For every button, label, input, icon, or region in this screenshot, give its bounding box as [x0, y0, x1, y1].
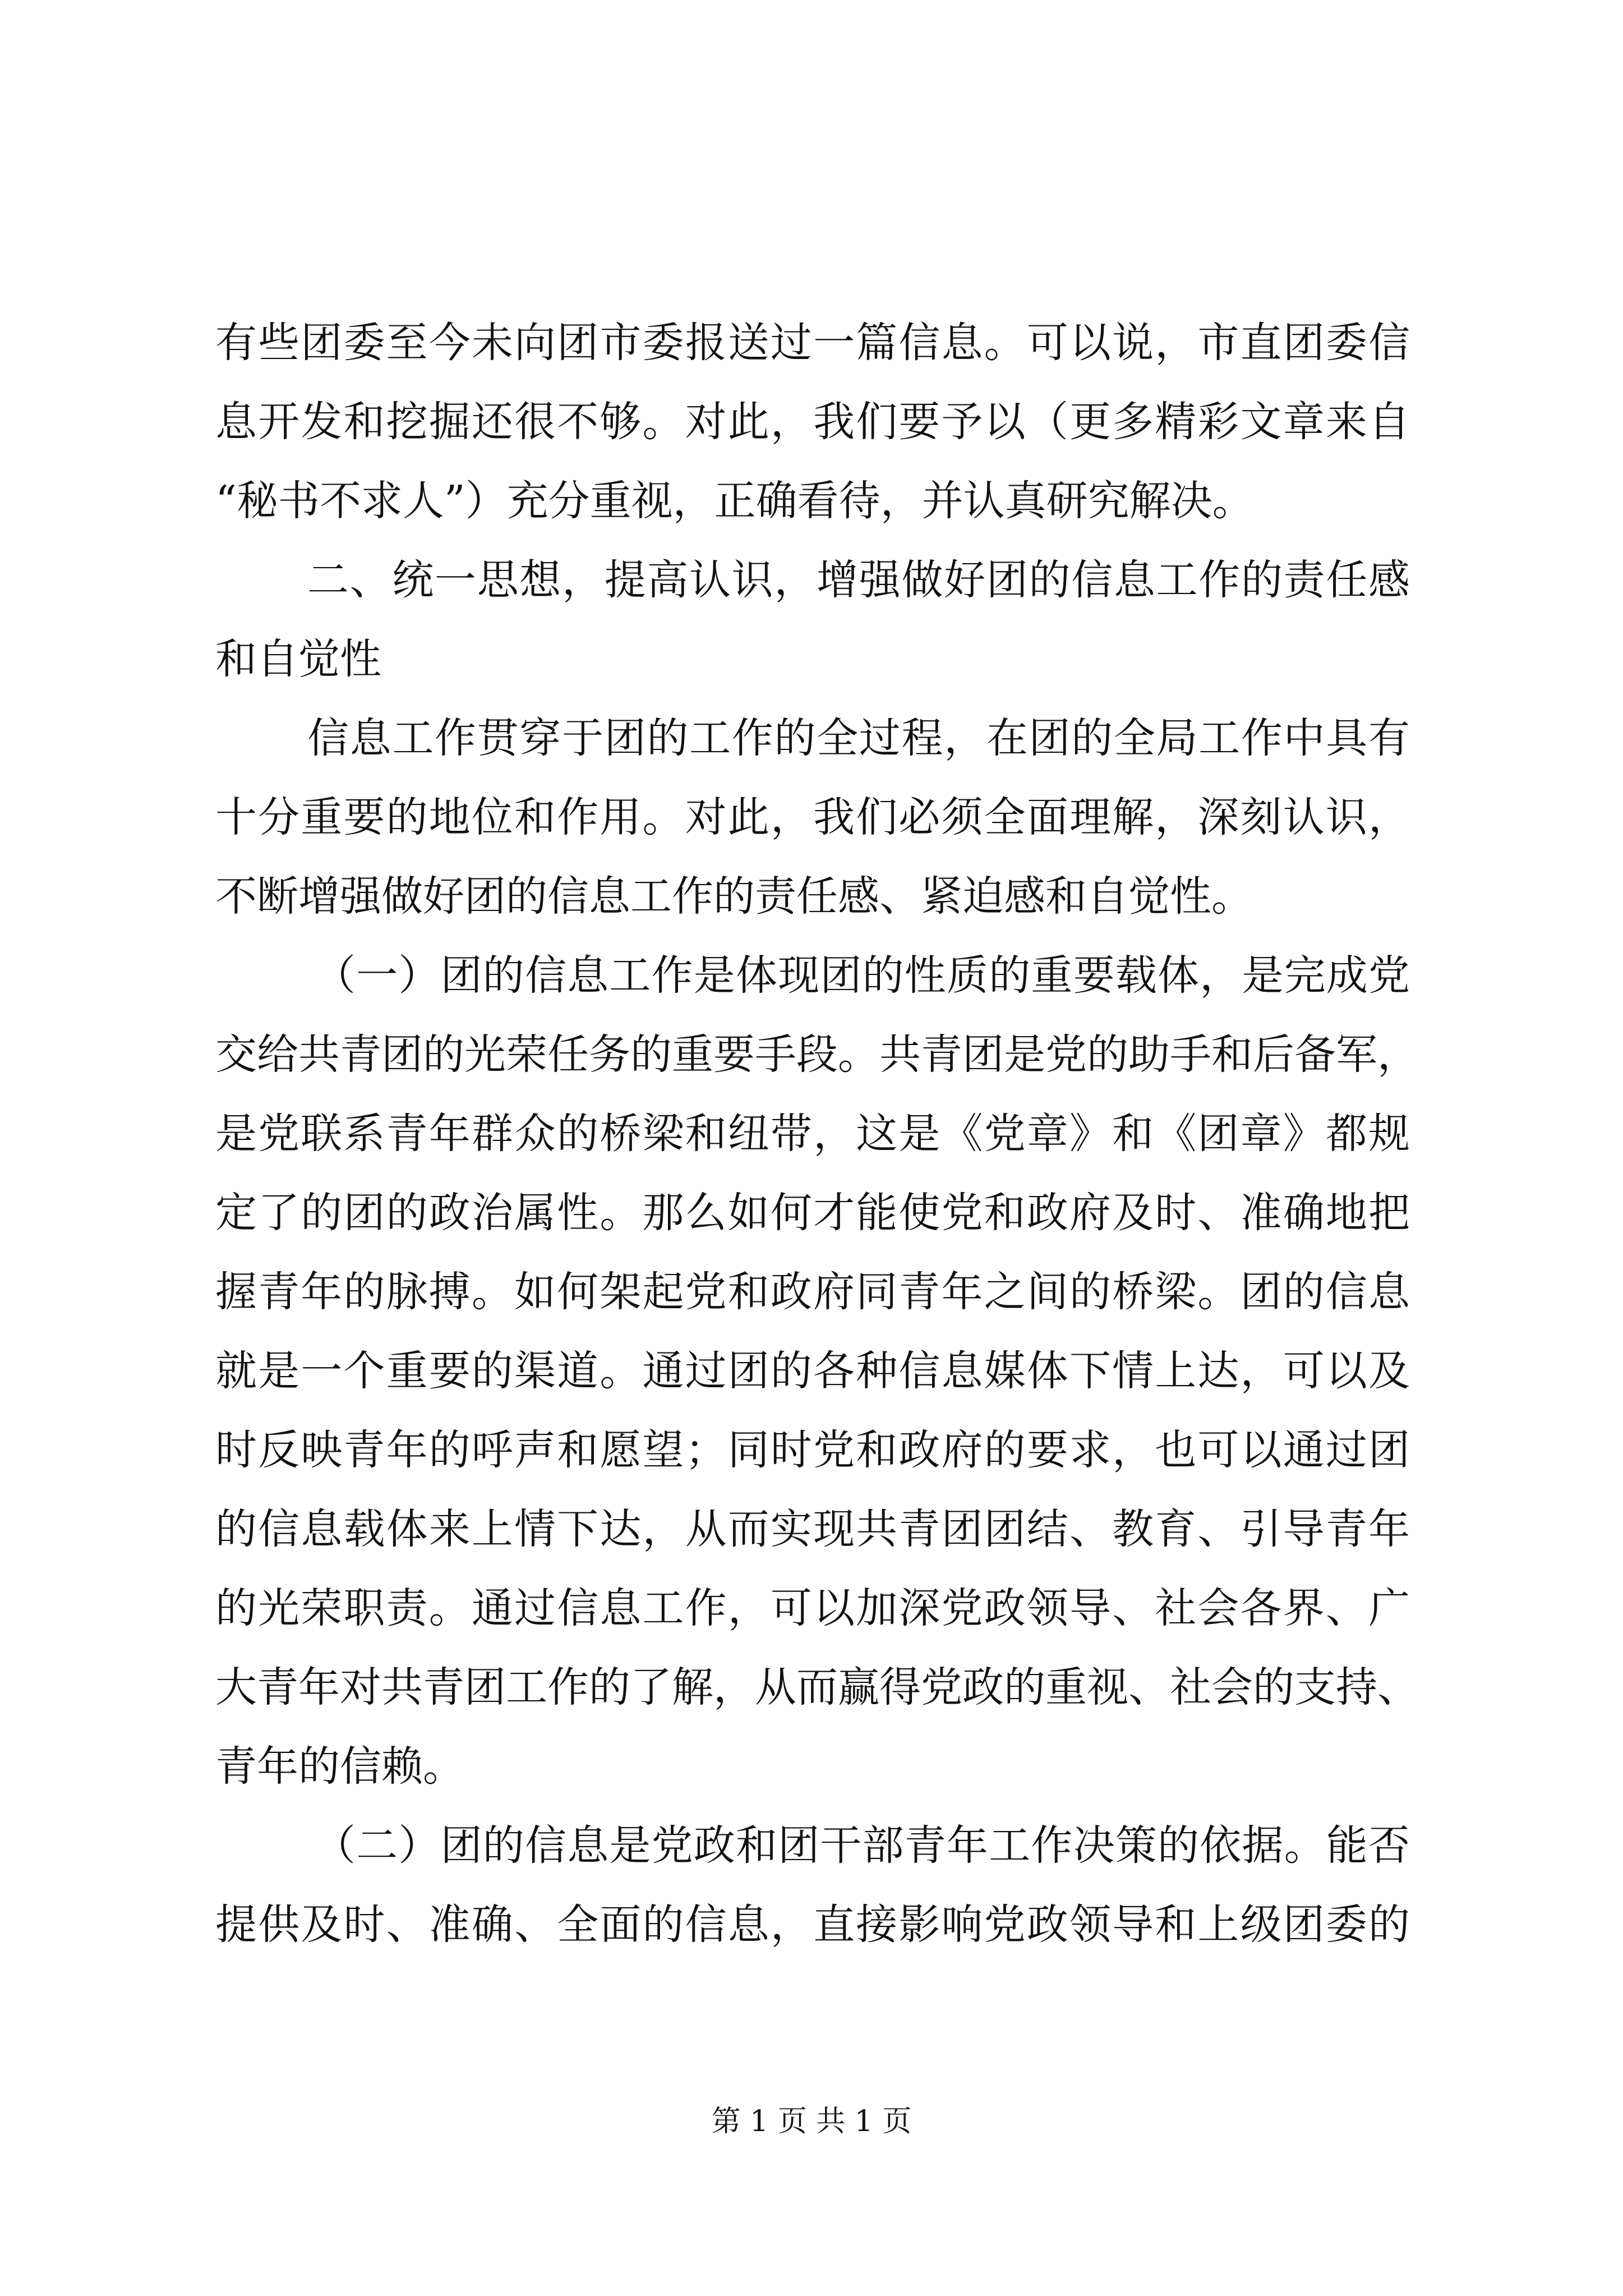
text-line: 定了的团的政治属性。那么如何才能使党和政府及时、准确地把 [215, 1189, 1410, 1237]
text-line: 是党联系青年群众的桥梁和纽带，这是《党章》和《团章》都规 [215, 1110, 1410, 1158]
text-line: 十分重要的地位和作用。对此，我们必须全面理解，深刻认识， [215, 793, 1410, 841]
text-line: 握青年的脉搏。如何架起党和政府同青年之间的桥梁。团的信息 [215, 1268, 1410, 1316]
section-heading: 和自觉性 [215, 635, 381, 683]
text-line: （二）团的信息是党政和团干部青年工作决策的依据。能否 [314, 1821, 1410, 1870]
text-line: 时反映青年的呼声和愿望；同时党和政府的要求，也可以通过团 [215, 1426, 1410, 1474]
text-line: 的信息载体来上情下达，从而实现共青团团结、教育、引导青年 [215, 1505, 1410, 1553]
section-heading: 二、统一思想，提高认识，增强做好团的信息工作的责任感 [307, 556, 1410, 604]
text-line: 有些团委至今未向团市委报送过一篇信息。可以说，市直团委信 [215, 319, 1410, 367]
text-line: “秘书不求人”）充分重视，正确看待，并认真研究解决。 [215, 477, 1254, 525]
text-line: 提供及时、准确、全面的信息，直接影响党政领导和上级团委的 [215, 1901, 1410, 1949]
text-line: （一）团的信息工作是体现团的性质的重要载体，是完成党 [314, 951, 1410, 1000]
text-line: 息开发和挖掘还很不够。对此，我们要予以（更多精彩文章来自 [215, 398, 1410, 446]
text-line: 信息工作贯穿于团的工作的全过程，在团的全局工作中具有 [307, 714, 1410, 762]
text-line: 的光荣职责。通过信息工作，可以加深党政领导、社会各界、广 [215, 1584, 1410, 1632]
text-line: 大青年对共青团工作的了解，从而赢得党政的重视、社会的支持、 [215, 1663, 1419, 1711]
text-line: 交给共青团的光荣任务的重要手段。共青团是党的助手和后备军， [215, 1030, 1419, 1079]
page-footer: 第 1 页 共 1 页 [711, 2105, 912, 2138]
text-line: 就是一个重要的渠道。通过团的各种信息媒体下情上达，可以及 [215, 1347, 1410, 1395]
text-line: 不断增强做好团的信息工作的责任感、紧迫感和自觉性。 [215, 872, 1253, 921]
text-line: 青年的信赖。 [215, 1742, 464, 1791]
